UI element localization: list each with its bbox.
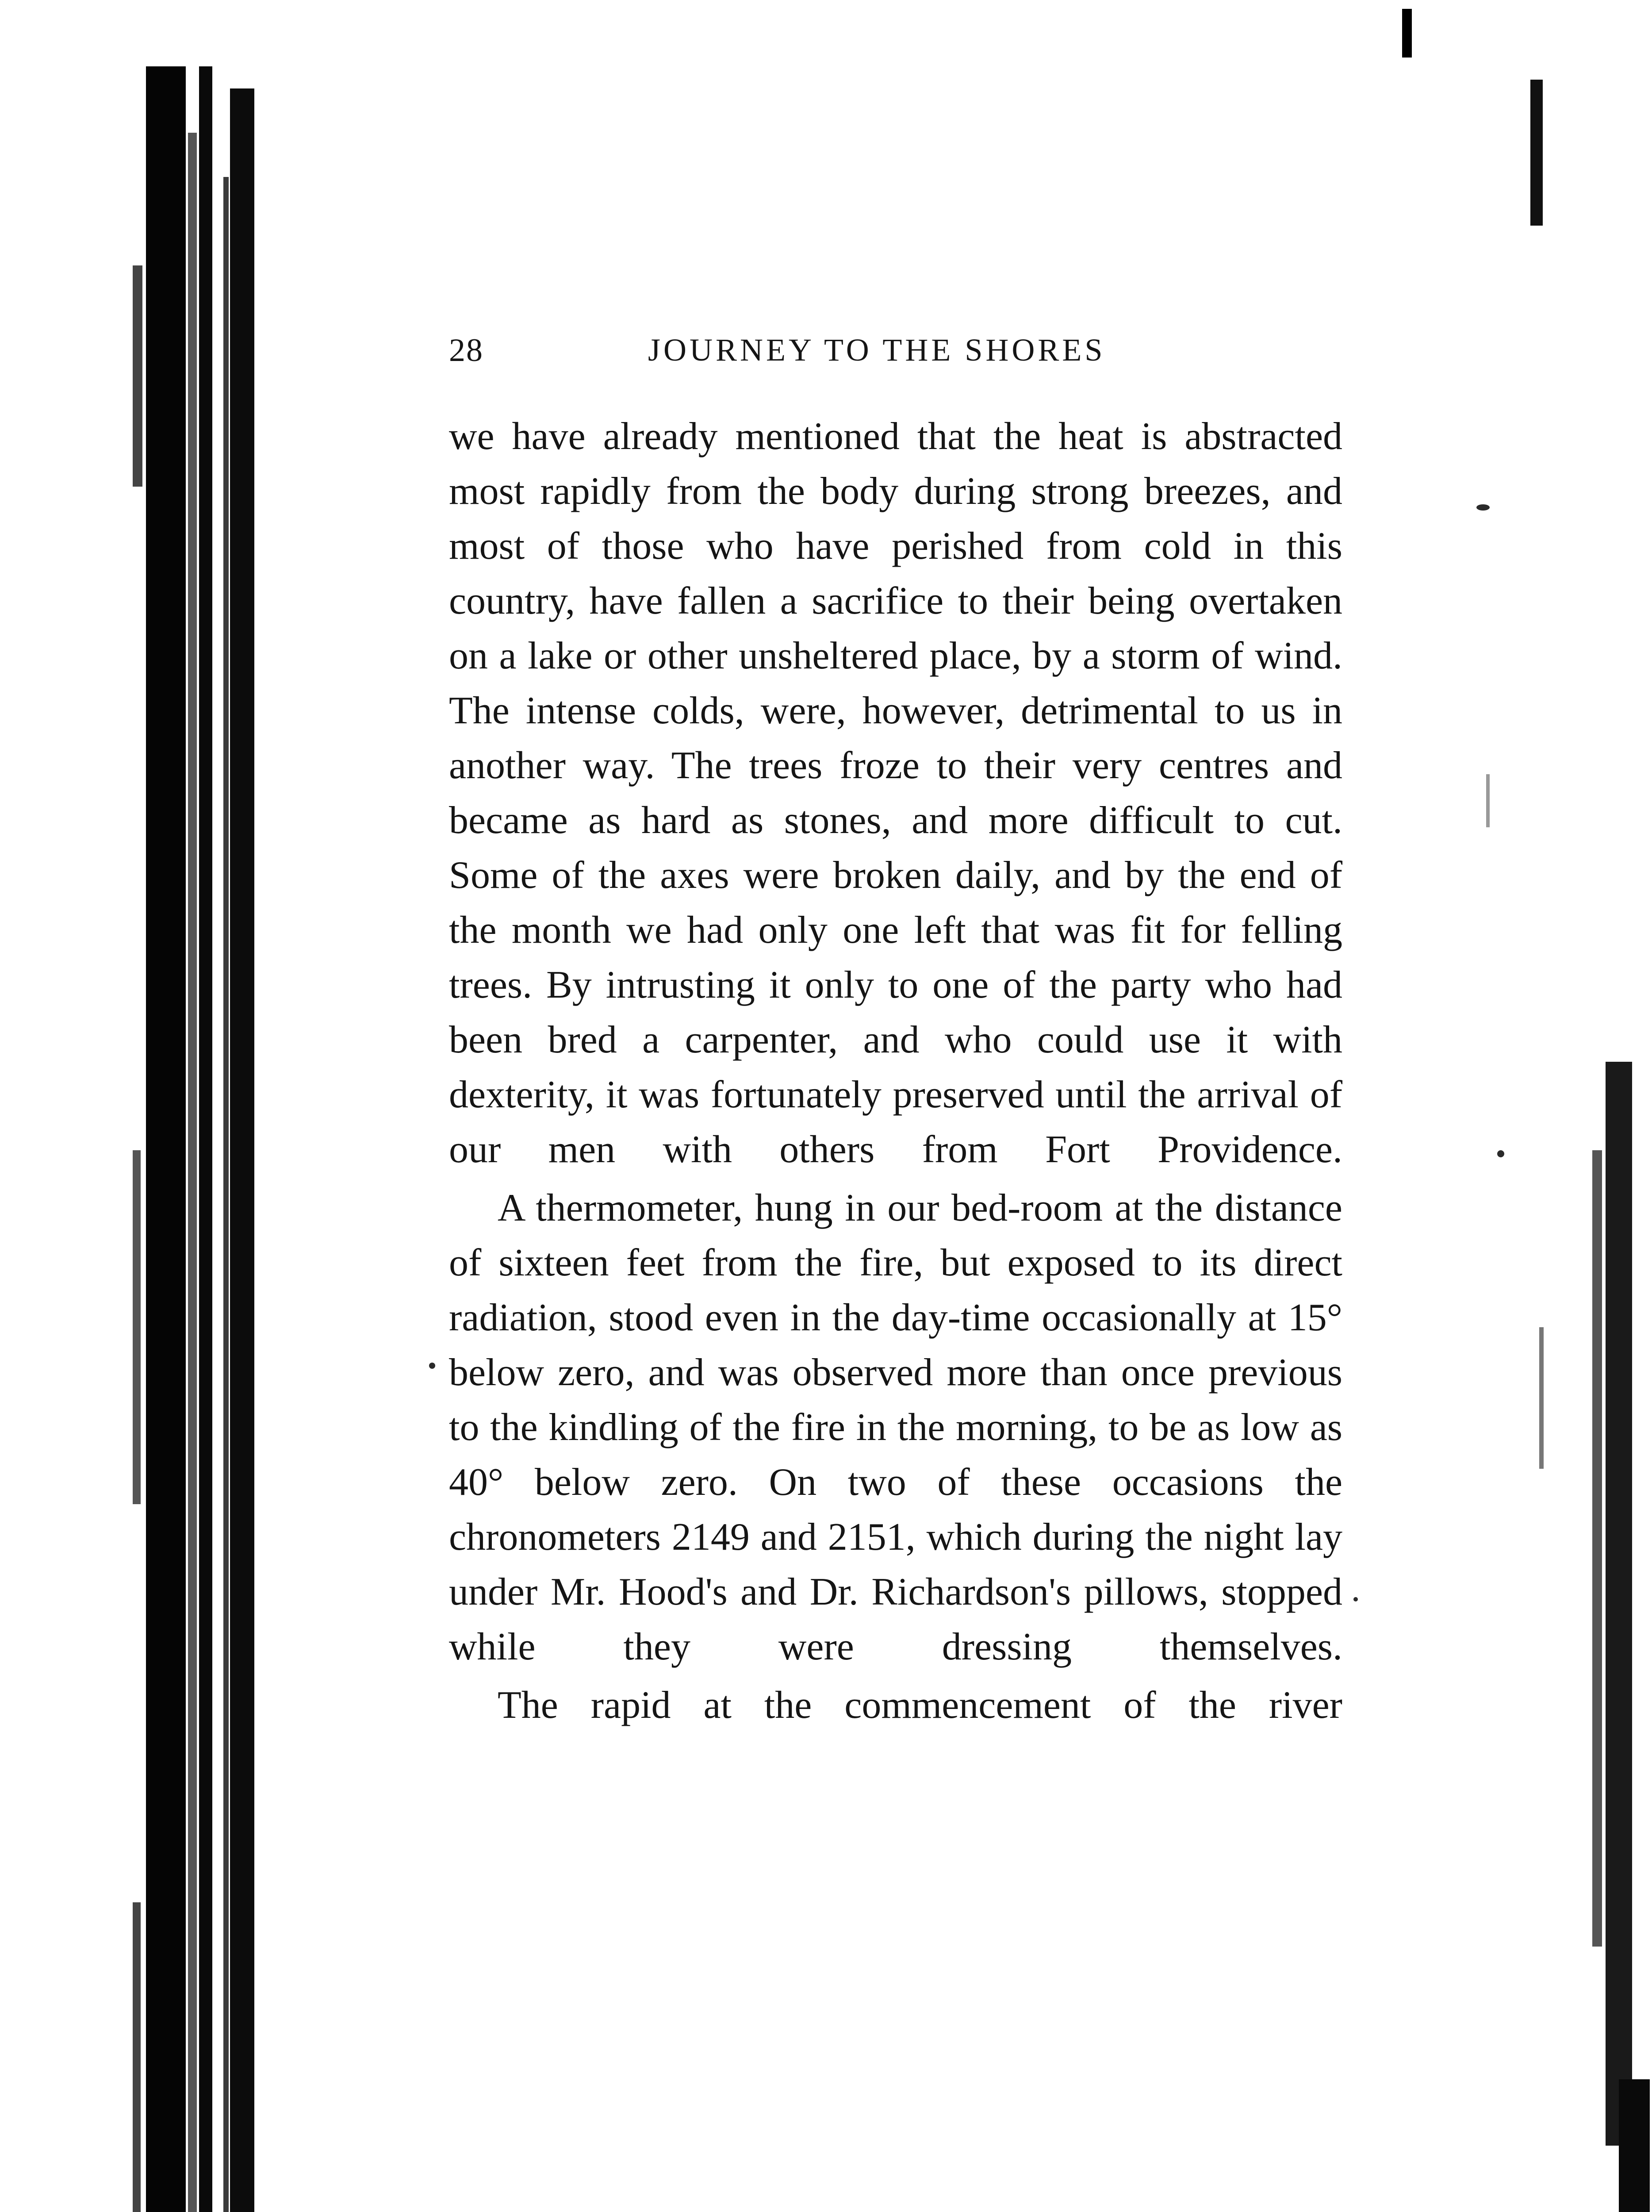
scan-speck (1476, 504, 1490, 511)
scan-mark (1402, 9, 1412, 58)
scan-speck (1353, 1597, 1358, 1601)
running-head-title: JOURNEY TO THE SHORES (648, 332, 1106, 368)
scan-speck (1497, 1150, 1504, 1157)
paragraph: A thermometer, hung in our bed-room at the distance of sixteen feet from the fire, but exposed to its direct radiation, stood even in the day-time occasionally at 15° below zero, and was observed more than once previous to the kindling of the fire in the morning, to be as low as 40° below zero. On two of these occasions the chronometers 2149 and 2151, which during the night lay under Mr. Hood's and Dr. Richardson's pillows, stopped while they were dressing themselves. (449, 1187, 1342, 1668)
binding-shadow (0, 0, 265, 2212)
paragraph-fragment: The rapid at the commencement of the river (498, 1684, 1342, 1727)
paragraph: we have already mentioned that the heat is abstracted most rapidly from the body during strong breezes, and most of those who have perished from cold in this country, have fallen a sacrifice to their being overtaken on a lake or other unsheltered place, by a storm of wind. The intense colds, were, however, detrimental to us in another way. The trees froze to their very centres and became as hard as stones, and more difficult to cut. Some of the axes were broken daily, and by the end of the month we had only one left that was fit for felling trees. By intrusting it only to one of the party who had been bred a carpenter, and who could use it with dexterity, it was fortunately preserved until the arrival of our men with others from Fort Providence. (449, 415, 1342, 1171)
page-number: 28 (449, 332, 483, 369)
page-edge-shadow (1460, 0, 1652, 2212)
running-head (449, 323, 1342, 376)
body-text (449, 409, 1342, 1736)
scan-speck (429, 1363, 435, 1369)
